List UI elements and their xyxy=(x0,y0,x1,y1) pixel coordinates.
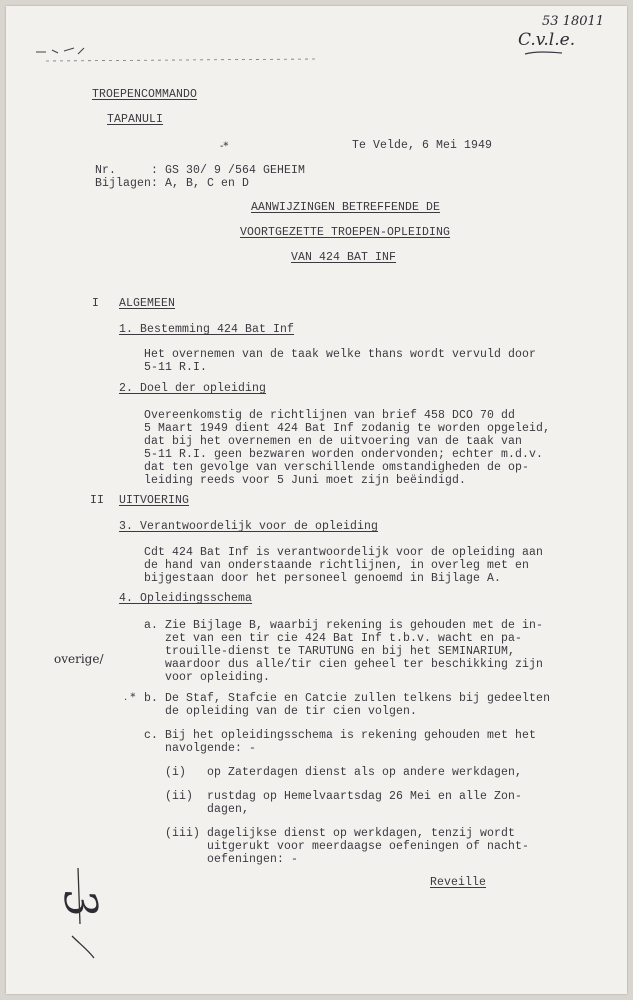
item-4c-line: navolgende: - xyxy=(144,742,257,755)
item-3-body-line: de hand van onderstaande richtlijnen, in overleg met en xyxy=(144,559,530,572)
item-4b-line: de opleiding van de tir cien volgen. xyxy=(144,705,418,718)
archive-number: 53 18011 xyxy=(542,14,605,29)
item-4c-subitem: (iii) dagelijkse dienst op werkdagen, tenzij wordt xyxy=(165,827,516,840)
item-2-heading: 2. Doel der opleiding xyxy=(119,382,267,395)
item-3-body-line: bijgestaan door het personeel genoemd in Bijlage A. xyxy=(144,572,502,585)
place-date: Te Velde, 6 Mei 1949 xyxy=(352,139,493,152)
small-mark: -* xyxy=(220,141,229,152)
margin-note: overige/ xyxy=(54,652,104,666)
item-2-body-line: leiding reeds voor 5 Juni moet zijn beëindigd. xyxy=(144,474,467,487)
section-2-heading: UITVOERING xyxy=(119,494,190,507)
item-4-heading: 4. Opleidingsschema xyxy=(119,592,253,605)
title-line-3: VAN 424 BAT INF xyxy=(291,251,397,264)
item-3-body-line: Cdt 424 Bat Inf is verantwoordelijk voor de opleiding aan xyxy=(144,546,544,559)
item-4a-line: a. Zie Bijlage B, waarbij rekening is gehouden met de in- xyxy=(144,619,544,632)
item-2-body-line: Overeenkomstig de richtlijnen van brief 458 DCO 70 dd xyxy=(144,409,516,422)
small-mark: . * xyxy=(124,692,136,703)
item-4a-line: voor opleiding. xyxy=(144,671,271,684)
item-2-body-line: 5-11 R.I. geen bezwaren worden ondervonden; echter m.d.v. xyxy=(144,448,544,461)
item-1-heading: 1. Bestemming 424 Bat Inf xyxy=(119,323,295,336)
document-number: Nr. : GS 30/ 9 /564 GEHEIM xyxy=(95,164,306,177)
initials-underline xyxy=(524,50,564,56)
item-2-body-line: 5 Maart 1949 dient 424 Bat Inf zodanig te worden opgeleid, xyxy=(144,422,551,435)
unit-name: TROEPENCOMMANDO xyxy=(92,88,198,101)
item-3-heading: 3. Verantwoordelijk voor de opleiding xyxy=(119,520,379,533)
item-4c-subitem: (ii) rustdag op Hemelvaartsdag 26 Mei en alle Zon- xyxy=(165,790,523,803)
item-4c-line: c. Bij het opleidingsschema is rekening gehouden met het xyxy=(144,729,537,742)
item-4c-subitem: (i) op Zaterdagen dienst als op andere werkdagen, xyxy=(165,766,523,779)
margin-mark-stroke xyxy=(60,864,100,964)
item-4c-subitem: uitgerukt voor meerdaagse oefeningen of nacht- xyxy=(165,840,530,853)
item-1-body-line: Het overnemen van de taak welke thans wordt vervuld door xyxy=(144,348,537,361)
item-4a-line: zet van een tir cie 424 Bat Inf t.b.v. wacht en pa- xyxy=(144,632,523,645)
item-1-body-line: 5-11 R.I. xyxy=(144,361,208,374)
section-1-numeral: I xyxy=(92,297,100,310)
item-4c-subitem: oefeningen: - xyxy=(165,853,299,866)
section-2-numeral: II xyxy=(90,494,105,507)
item-4a-line: waardoor dus alle/tir cien geheel ter beschikking zijn xyxy=(144,658,544,671)
handwritten-initials: C.v.l.e. xyxy=(518,30,576,50)
title-line-2: VOORTGEZETTE TROEPEN-OPLEIDING xyxy=(240,226,451,239)
item-2-body-line: dat bij het overnemen en de uitvoering van de taak van xyxy=(144,435,523,448)
dashed-line xyxy=(46,56,326,66)
margin-mark: 3 xyxy=(52,886,108,921)
document-page xyxy=(6,6,627,994)
unit-region: TAPANULI xyxy=(107,113,164,126)
item-4b-line: b. De Staf, Stafcie en Catcie zullen telkens bij gedeelten xyxy=(144,692,551,705)
item-2-body-line: dat ten gevolge van verschillende omstandigheden de op- xyxy=(144,461,530,474)
section-1-heading: ALGEMEEN xyxy=(119,297,176,310)
item-4c-subitem: dagen, xyxy=(165,803,250,816)
item-4a-line: trouille-dienst te TARUTUNG en bij het SEMINARIUM, xyxy=(144,645,516,658)
reveille-heading: Reveille xyxy=(430,876,487,889)
enclosures: Bijlagen: A, B, C en D xyxy=(95,177,250,190)
title-line-1: AANWIJZINGEN BETREFFENDE DE xyxy=(251,201,441,214)
